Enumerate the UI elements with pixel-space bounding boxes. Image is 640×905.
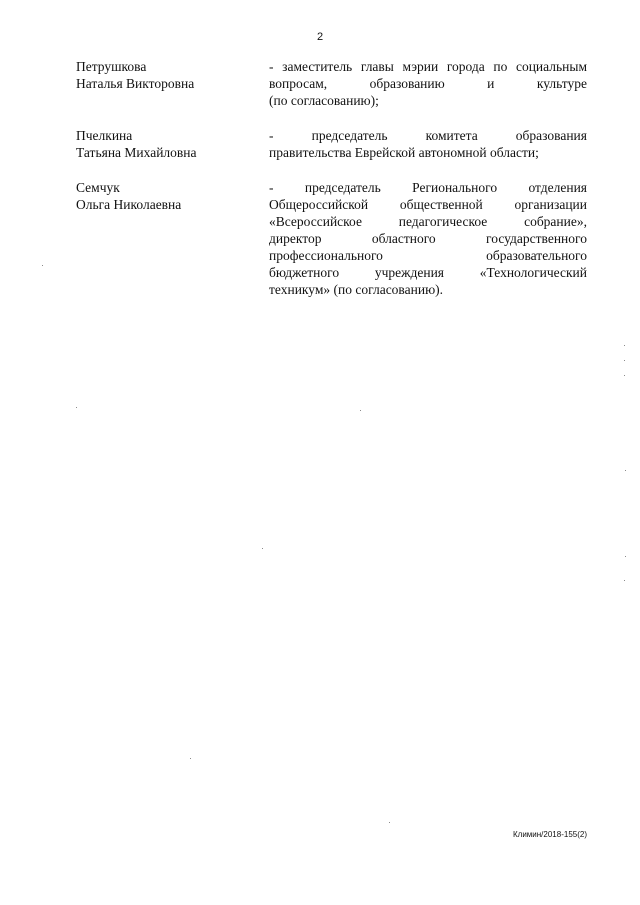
scan-speck — [624, 580, 625, 581]
role-line: «Всероссийское педагогическое собрание», — [269, 214, 587, 229]
member-role — [269, 58, 587, 109]
scan-speck — [76, 407, 77, 408]
member-surname: Пчелкина — [76, 128, 133, 143]
scan-speck — [42, 265, 43, 266]
scan-speck — [624, 360, 625, 361]
scan-speck — [624, 375, 625, 376]
member-given-names: Ольга Николаевна — [76, 197, 182, 212]
scan-speck — [190, 758, 191, 759]
scan-speck — [624, 345, 625, 346]
member-name — [76, 127, 256, 161]
role-line: профессионального образовательного — [269, 248, 587, 263]
member-role — [269, 179, 587, 298]
role-line: - председатель комитета образования — [269, 128, 587, 143]
role-line: Общероссийской общественной организации — [269, 197, 587, 212]
scan-speck — [625, 470, 626, 471]
role-line: правительства Еврейской автономной области; — [269, 145, 539, 160]
page-number: 2 — [316, 31, 324, 43]
role-line: - председатель Регионального отделения — [269, 180, 587, 195]
member-given-names: Татьяна Михайловна — [76, 145, 197, 160]
document-footer-code: Климин/2018-155(2) — [513, 830, 587, 839]
member-given-names: Наталья Викторовна — [76, 76, 195, 91]
role-line: (по согласованию); — [269, 93, 379, 108]
member-surname: Семчук — [76, 180, 120, 195]
role-line: техникум» (по согласованию). — [269, 282, 444, 297]
member-name — [76, 179, 256, 213]
role-line: вопросам, образованию и культуре — [269, 76, 587, 91]
member-role — [269, 127, 587, 161]
scan-speck — [389, 822, 390, 823]
member-name — [76, 58, 256, 92]
role-line: директор областного государственного — [269, 231, 587, 246]
scan-speck — [625, 556, 626, 557]
scan-speck — [360, 410, 361, 411]
role-line: - заместитель главы мэрии города по социальным — [269, 59, 587, 74]
member-surname: Петрушкова — [76, 59, 147, 74]
role-line: бюджетного учреждения «Технологический — [269, 265, 587, 280]
scan-speck — [262, 548, 263, 549]
